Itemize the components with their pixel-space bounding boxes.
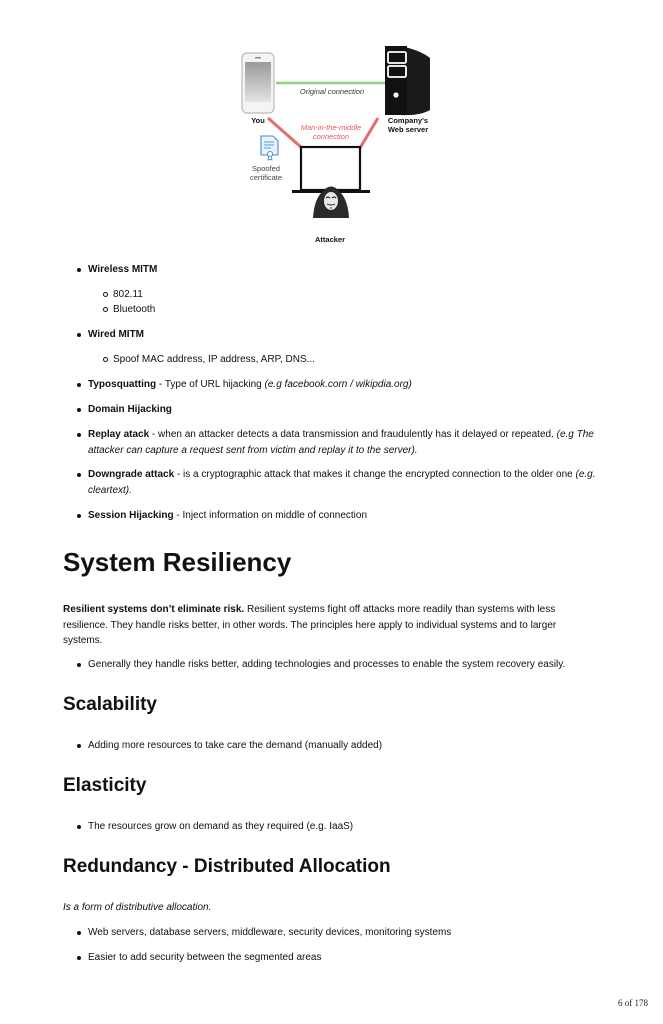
certificate-label-line1: Spoofed xyxy=(252,164,280,173)
heading-redundancy: Redundancy - Distributed Allocation xyxy=(63,856,391,877)
attack-title: Wireless MITM xyxy=(88,264,158,275)
list-item-downgrade-attack xyxy=(63,467,608,499)
bullet-text: The resources grow on demand as they required (e.g. IaaS) xyxy=(88,821,354,832)
sub-item-text: Spoof MAC address, IP address, ARP, DNS... xyxy=(113,354,315,365)
list-item-wireless-mitm xyxy=(63,262,628,278)
sub-item xyxy=(63,287,633,302)
resiliency-intro-bold: Resilient systems don’t eliminate risk. xyxy=(63,604,245,615)
attack-example: (e.g facebook.corn / wikipdia.org) xyxy=(264,379,412,390)
bullet-text: Adding more resources to take care the demand (manually added) xyxy=(88,740,383,751)
server-label-line2: Web server xyxy=(387,125,429,134)
sub-item-text: 802.11 xyxy=(113,289,143,300)
certificate-label-line2: certificate xyxy=(249,173,283,182)
attack-title: Domain Hijacking xyxy=(88,404,172,415)
heading-scalability: Scalability xyxy=(63,694,157,715)
resiliency-bullet xyxy=(63,657,628,673)
mitm-label-line1: Man-in-the-middle xyxy=(300,123,362,132)
redundancy-intro: Is a form of distributive allocation. xyxy=(63,902,212,913)
attack-title: Replay atack xyxy=(88,429,150,440)
redundancy-bullet xyxy=(63,950,628,966)
sub-item xyxy=(63,352,633,367)
bullet-text: Web servers, database servers, middleware, security devices, monitoring systems xyxy=(88,927,452,938)
attack-title: Session Hijacking xyxy=(88,510,174,521)
you-label: You xyxy=(251,116,265,125)
resiliency-intro xyxy=(63,602,583,649)
attack-title: Wired MITM xyxy=(88,329,145,340)
list-item-session-hijacking xyxy=(63,508,628,524)
elasticity-bullet xyxy=(63,819,628,835)
list-item-domain-hijacking xyxy=(63,402,628,418)
attack-example: (e.g. cleartext). xyxy=(88,469,596,496)
laptop-icon xyxy=(292,147,370,193)
mitm-diagram xyxy=(230,40,440,250)
server-label-line1: Company's xyxy=(387,116,429,125)
attack-example: (e.g The attacker can capture a request sent from victim and replay it to the server). xyxy=(88,429,594,456)
page-number: 6 of 178 xyxy=(618,998,648,1008)
list-item-replay-attack xyxy=(63,427,608,459)
certificate-icon xyxy=(261,136,278,160)
redundancy-bullet xyxy=(63,925,628,941)
sub-item-text: Bluetooth xyxy=(113,304,156,315)
bullet-text: Generally they handle risks better, adding technologies and processes to enable the system recovery easily. xyxy=(88,659,566,670)
attack-description: - Type of URL hijacking xyxy=(156,379,265,390)
server-icon xyxy=(385,46,430,115)
sub-item xyxy=(63,302,633,317)
attack-title: Typosquatting xyxy=(88,379,157,390)
list-item-typosquatting xyxy=(63,377,628,393)
resiliency-intro-text: Resilient systems fight off attacks more readily than systems with less resilience. They handle risks better, in other words. The principles here apply to individual systems and to larger systems. xyxy=(63,604,557,646)
attack-description: - is a cryptographic attack that makes it change the encrypted connection to the older one xyxy=(174,469,576,480)
list-item-wired-mitm xyxy=(63,327,628,343)
attack-description: - Inject information on middle of connection xyxy=(173,510,368,521)
scalability-bullet xyxy=(63,738,628,754)
heading-system-resiliency: System Resiliency xyxy=(63,547,292,577)
attack-title: Downgrade attack xyxy=(88,469,175,480)
attacker-label: Attacker xyxy=(314,235,345,244)
original-connection-label: Original connection xyxy=(299,87,365,96)
mitm-label-line2: connection xyxy=(312,132,350,141)
mitm-diagram-graphic xyxy=(230,40,440,250)
bullet-text: Easier to add security between the segmented areas xyxy=(88,952,322,963)
heading-elasticity: Elasticity xyxy=(63,775,147,796)
phone-icon xyxy=(242,53,274,113)
attack-description: - when an attacker detects a data transmission and fraudulently has it delayed or repeated. xyxy=(149,429,557,440)
